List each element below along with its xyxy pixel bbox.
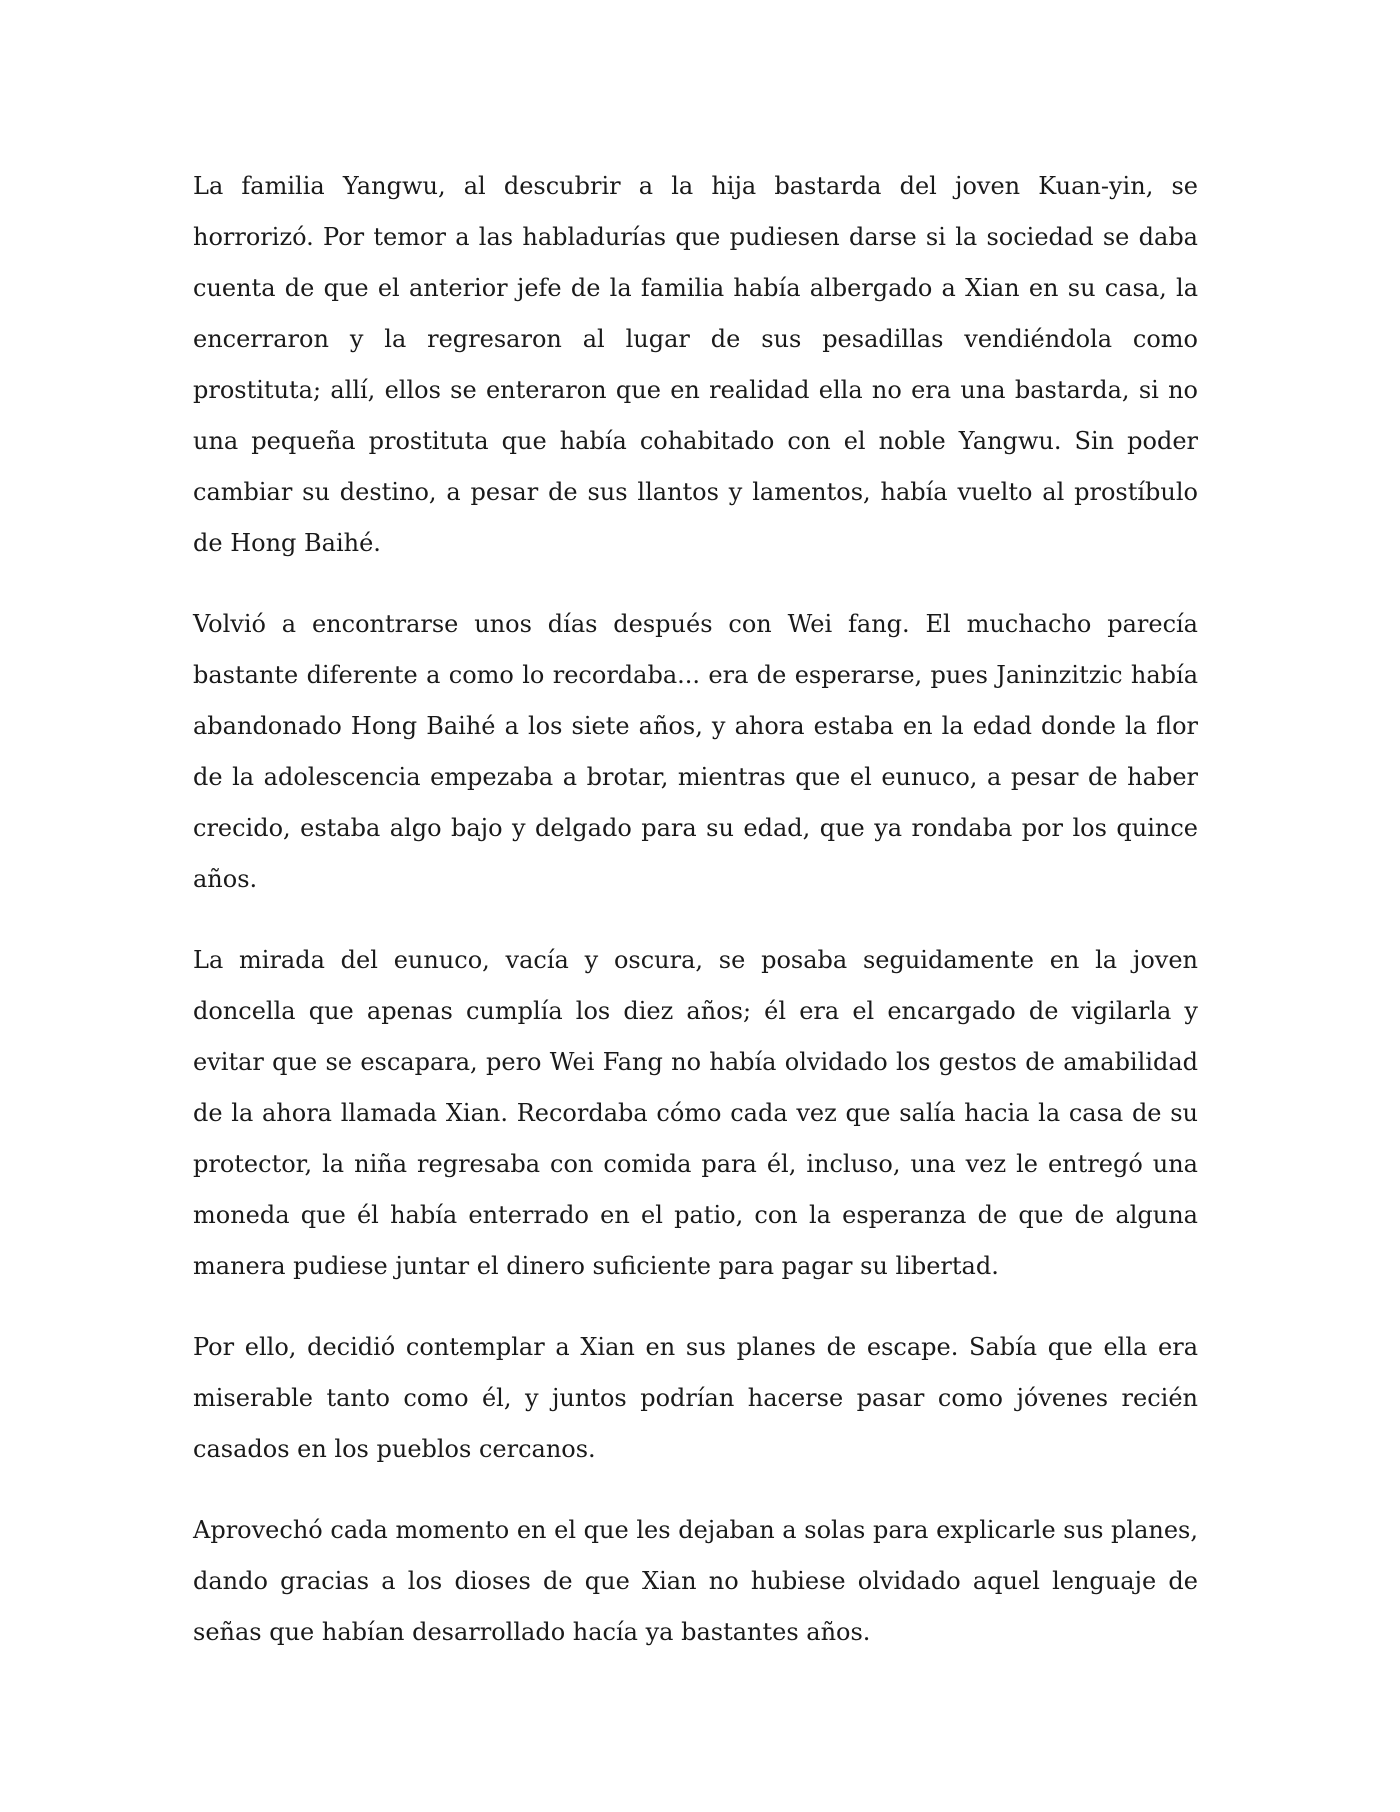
paragraph-2: Volvió a encontrarse unos días después con Wei fang. El muchacho parecía bastante diferente a como lo recordaba... era de esperarse, pues Janinzitzic había abandonado Hong Baihé a los siete años, y ahora estaba en la edad donde la flor de la adolescencia empezaba a brotar, mientras que el eunuco, a pesar de haber crecido, estaba algo bajo y delgado para su edad, que ya rondaba por los quince años.	[193, 610, 1198, 893]
paragraph-3: La mirada del eunuco, vacía y oscura, se posaba seguidamente en la joven doncella que apenas cumplía los diez años; él era el encargado de vigilarla y evitar que se escapara, pero Wei Fang no había olvidado los gestos de amabilidad de la ahora llamada Xian. Recordaba cómo cada vez que salía hacia la casa de su protector, la niña regresaba con comida para él, incluso, una vez le entregó una moneda que él había enterrado en el patio, con la esperanza de que de alguna manera pudiese juntar el dinero suficiente para pagar su libertad.	[193, 946, 1198, 1280]
paragraph-5: Aprovechó cada momento en el que les dejaban a solas para explicarle sus planes, dando gracias a los dioses de que Xian no hubiese olvidado aquel lenguaje de señas que habían desarrollado hacía ya bastantes años.	[193, 1516, 1198, 1646]
document-body	[193, 161, 1198, 1658]
paragraph-1: La familia Yangwu, al descubrir a la hija bastarda del joven Kuan-yin, se horrorizó. Por temor a las habladurías que pudiesen darse si la sociedad se daba cuenta de que el anterior jefe de la familia había albergado a Xian en su casa, la encerraron y la regresaron al lugar de sus pesadillas vendiéndola como prostituta; allí, ellos se enteraron que en realidad ella no era una bastarda, si no una pequeña prostituta que había cohabitado con el noble Yangwu. Sin poder cambiar su destino, a pesar de sus llantos y lamentos, había vuelto al prostíbulo de Hong Baihé.	[193, 172, 1198, 557]
paragraph-4: Por ello, decidió contemplar a Xian en sus planes de escape. Sabía que ella era miserable tanto como él, y juntos podrían hacerse pasar como jóvenes recién casados en los pueblos cercanos.	[193, 1333, 1198, 1463]
